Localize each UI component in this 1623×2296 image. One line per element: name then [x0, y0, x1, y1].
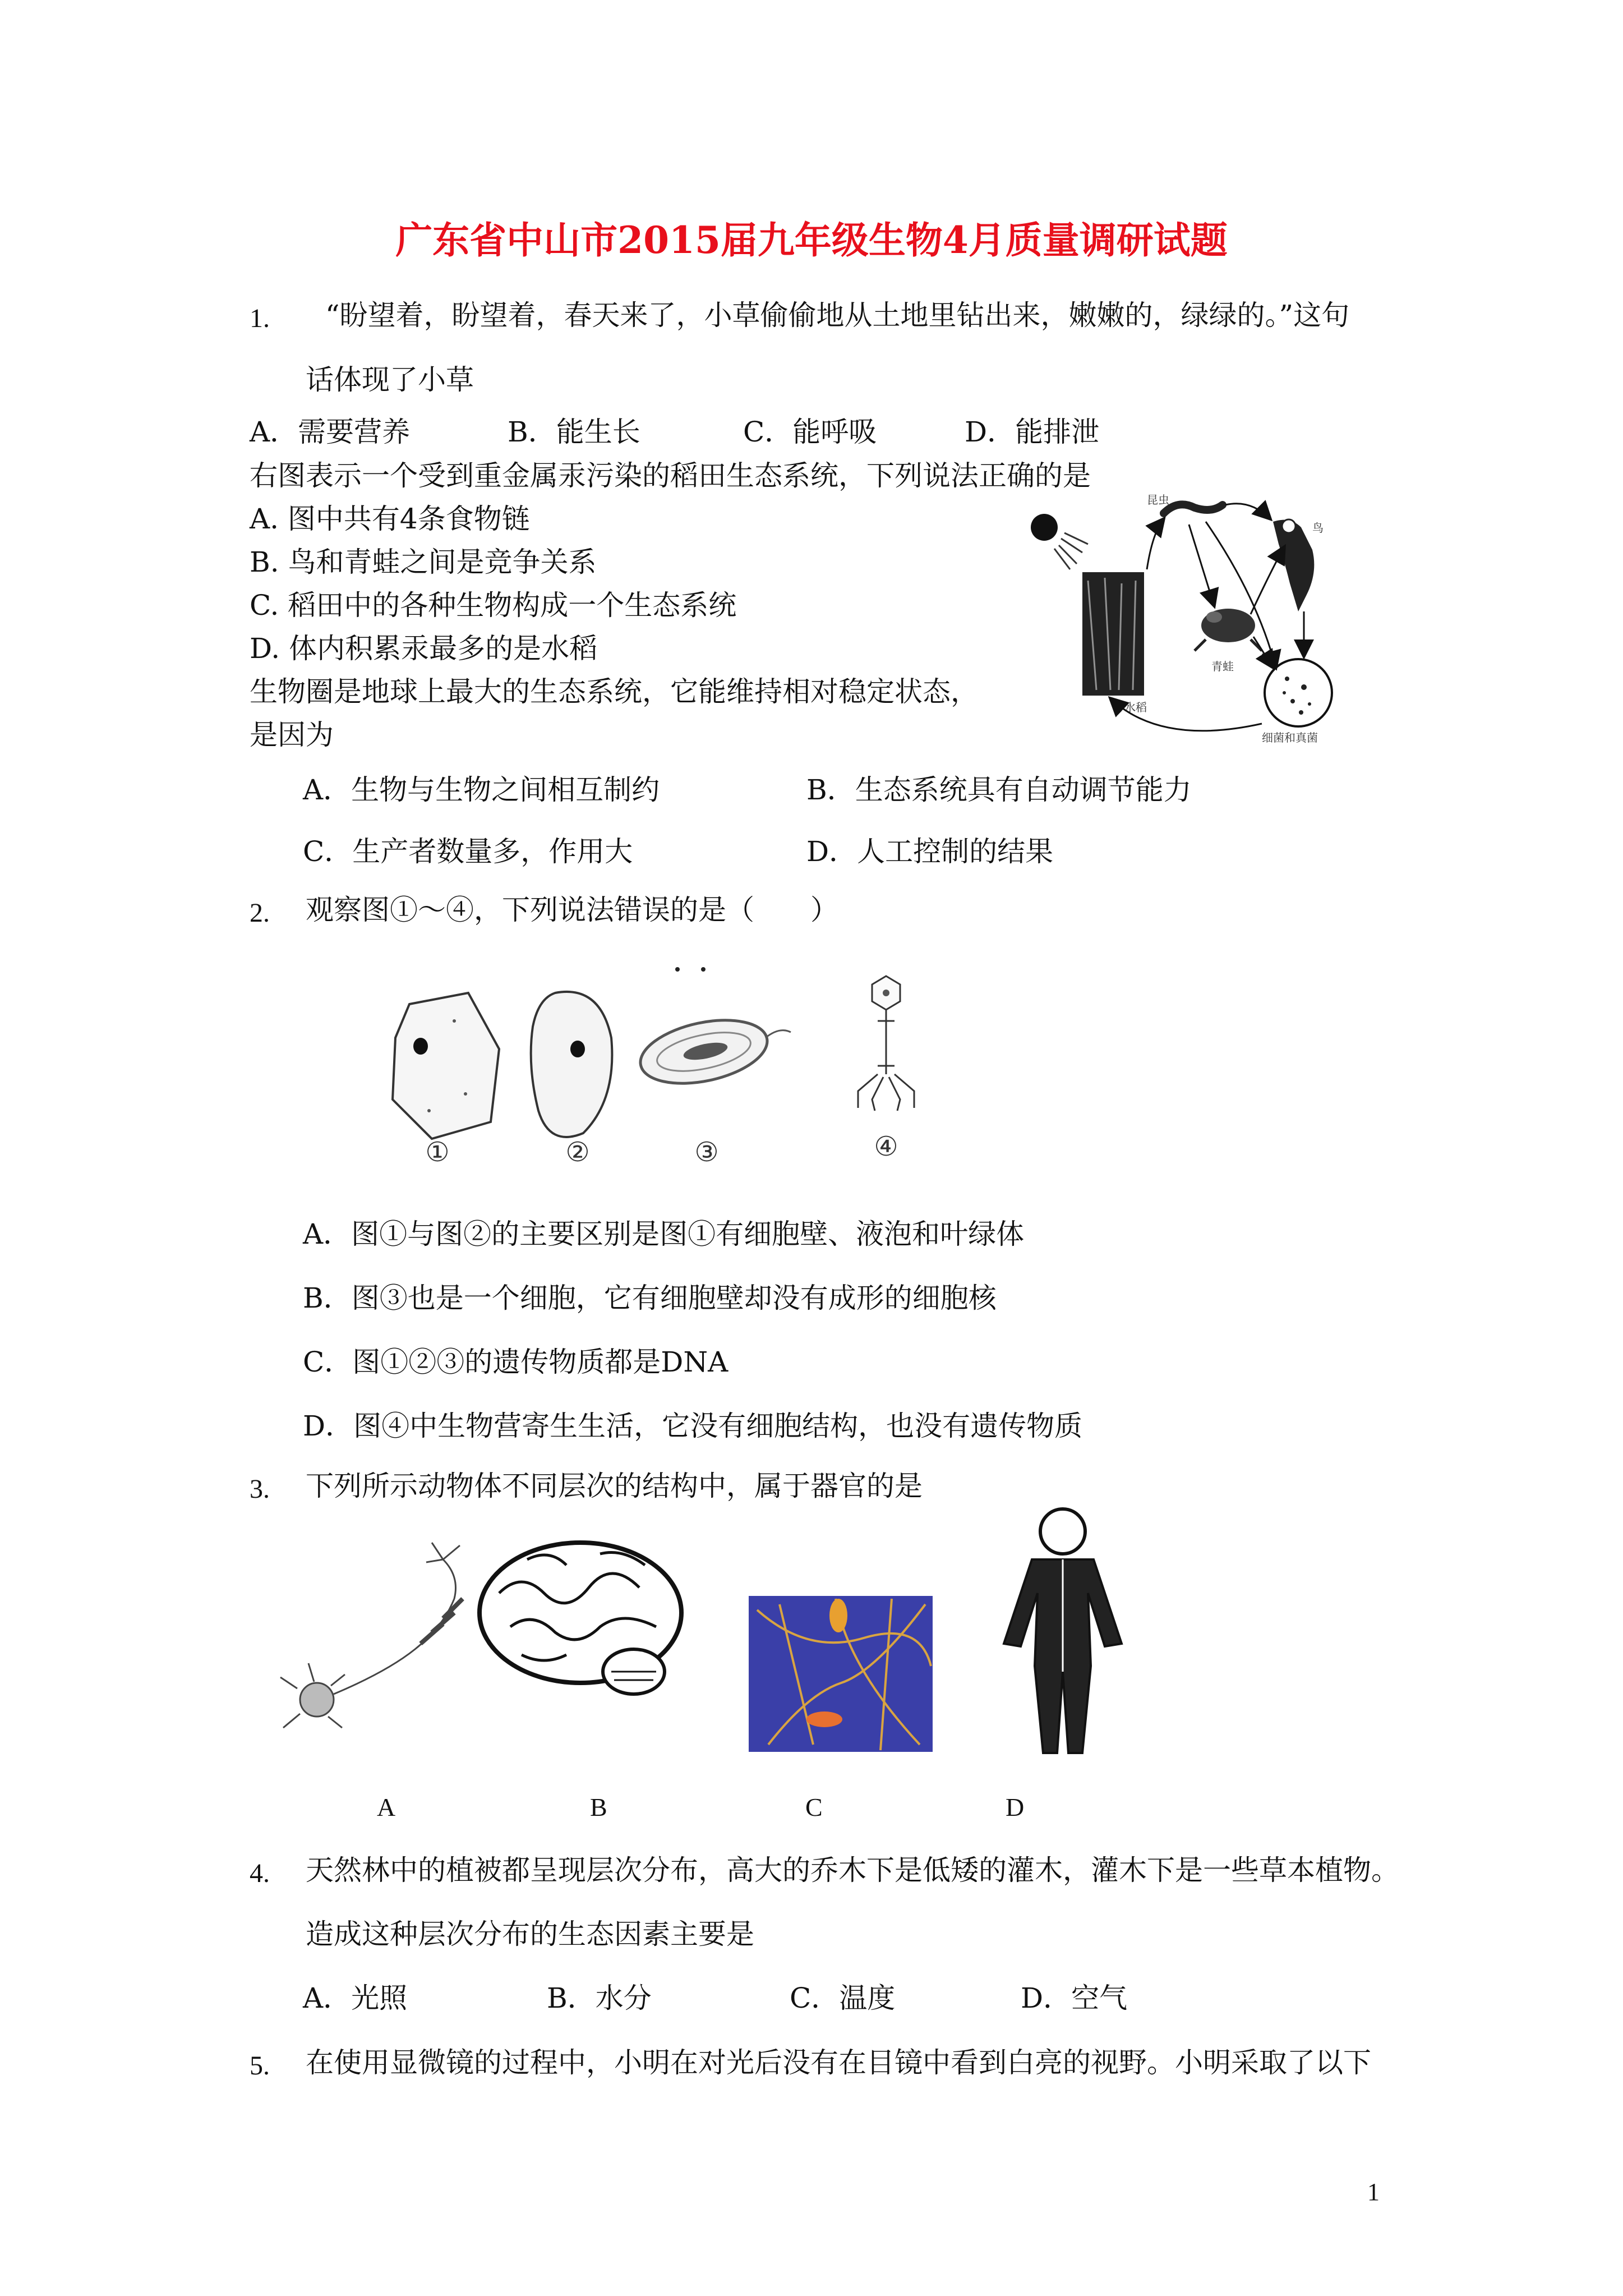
question-text: 右图表示一个受到重金属汞污染的稻田生态系统，下列说法正确的是 — [250, 459, 1091, 492]
neuron-figure — [280, 1543, 463, 1728]
option-a: A．图①与图②的主要区别是图①有细胞壁、液泡和叶绿体 — [303, 1218, 1025, 1250]
option-d: D．空气 — [1021, 1982, 1128, 2014]
question-number: 4. — [250, 1858, 270, 1888]
nerve-tissue-figure — [749, 1596, 933, 1752]
plant-cell-figure — [393, 993, 499, 1139]
question-number: 5. — [250, 2051, 270, 2081]
option-a: A．光照 — [303, 1982, 408, 2014]
question-text: “盼望着，盼望着，春天来了，小草偷偷地从土地里钻出来，嫩嫩的，绿绿的。”这句 — [325, 299, 1350, 332]
animal-cell-figure — [531, 992, 612, 1137]
question-text: 生物圈是地球上最大的生态系统，它能维持相对稳定状态， — [250, 675, 979, 708]
option-a: A．生物与生物之间相互制约 — [303, 774, 660, 806]
option-d: D．人工控制的结果 — [806, 835, 1054, 868]
question-text: 话体现了小草 — [306, 364, 474, 396]
virus-figure — [858, 976, 914, 1111]
human-body-figure — [1004, 1509, 1122, 1753]
rice-plant-image — [1082, 572, 1144, 696]
option-c: C．生产者数量多，作用大 — [303, 835, 633, 868]
figure-label-d: D — [1006, 1793, 1025, 1821]
option-d: D．能排泄 — [965, 416, 1100, 448]
diagram-label-rice: 水稻 — [1124, 701, 1147, 714]
diagram-label-decomposer: 细菌和真菌 — [1262, 731, 1318, 744]
option-d: D. 体内积累汞最多的是水稻 — [250, 632, 598, 665]
option-b: B. 鸟和青蛙之间是竞争关系 — [250, 546, 597, 578]
diagram-label-insect: 昆虫 — [1147, 493, 1169, 507]
structure-figures — [275, 1498, 1127, 1756]
option-c: C．图①②③的遗传物质都是DNA — [303, 1346, 728, 1378]
option-c: C. 稻田中的各种生物构成一个生态系统 — [250, 589, 737, 622]
option-c: C．能呼吸 — [743, 416, 877, 448]
bacterium-figure — [635, 1010, 791, 1094]
figure-label-b: B — [590, 1793, 607, 1821]
question-number: 1. — [250, 303, 270, 333]
frog-icon — [1195, 609, 1262, 651]
option-c: C．温度 — [790, 1982, 896, 2014]
bird-icon — [1273, 519, 1314, 611]
figure-label-c: C — [805, 1793, 823, 1821]
option-b: B．能生长 — [508, 416, 640, 448]
sun-icon — [1031, 514, 1088, 569]
question-text: 天然林中的植被都呈现层次分布，高大的乔木下是低矮的灌木，灌木下是一些草本植物。 — [306, 1854, 1399, 1887]
figure-label-1: ① — [425, 1137, 450, 1167]
option-b: B．生态系统具有自动调节能力 — [806, 774, 1192, 806]
option-a: A. 图中共有4条食物链 — [250, 503, 530, 535]
question-text: 观察图①～④，下列说法错误的是（ ） — [306, 894, 838, 926]
question-text: 是因为 — [250, 719, 334, 751]
diagram-label-bird: 鸟 — [1312, 521, 1324, 535]
page-number: 1 — [1367, 2178, 1380, 2206]
figure-label-4: ④ — [874, 1131, 898, 1162]
option-b: B．图③也是一个细胞，它有细胞壁却没有成形的细胞核 — [303, 1282, 997, 1314]
figure-label-a: A — [377, 1793, 396, 1821]
cell-figures — [370, 954, 987, 1167]
question-text: 下列所示动物体不同层次的结构中，属于器官的是 — [306, 1470, 923, 1502]
insect-icon — [1164, 504, 1223, 513]
option-d: D．图④中生物营寄生生活，它没有细胞结构，也没有遗传物质 — [303, 1410, 1083, 1442]
decomposer-icon — [1265, 659, 1332, 726]
figure-label-3: ③ — [694, 1137, 719, 1167]
question-text: 造成这种层次分布的生态因素主要是 — [306, 1918, 754, 1950]
diagram-label-frog: 青蛙 — [1211, 660, 1234, 673]
brain-figure — [479, 1543, 681, 1694]
option-b: B．水分 — [547, 1982, 652, 2014]
ecosystem-diagram — [1021, 482, 1368, 752]
question-number: 3. — [250, 1474, 270, 1504]
figure-label-2: ② — [565, 1137, 590, 1167]
question-number: 2. — [250, 898, 270, 928]
question-text: 在使用显微镜的过程中，小明在对光后没有在目镜中看到白亮的视野。小明采取了以下 — [306, 2046, 1371, 2079]
page-title: 广东省中山市2015届九年级生物4月质量调研试题 — [395, 218, 1228, 262]
option-a: A．需要营养 — [250, 416, 411, 448]
